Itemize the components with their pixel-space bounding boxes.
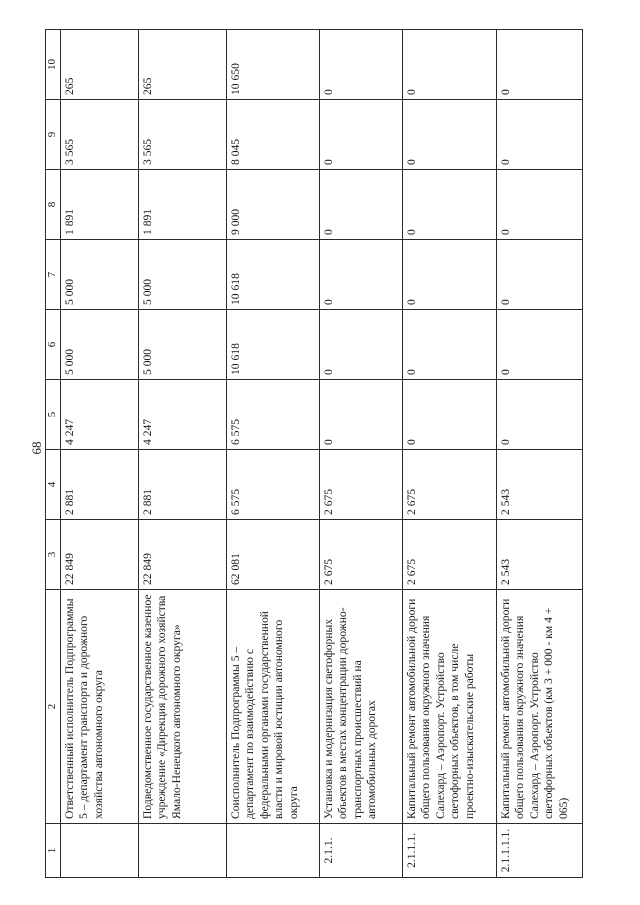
table-row — [497, 30, 583, 878]
column-header: 4 — [46, 450, 61, 520]
table-row — [139, 30, 227, 878]
cell-value: 0 — [320, 30, 403, 100]
cell-value: 0 — [403, 30, 497, 100]
cell-value: 5 000 — [139, 310, 227, 380]
row-index: 2.1.1.1. — [403, 824, 497, 878]
cell-value: 0 — [497, 30, 583, 100]
table-row — [320, 30, 403, 878]
row-index — [227, 824, 320, 878]
page-number: 68 — [29, 441, 44, 455]
cell-value: 0 — [497, 240, 583, 310]
cell-value: 0 — [320, 170, 403, 240]
cell-value: 0 — [497, 100, 583, 170]
cell-value: 0 — [320, 310, 403, 380]
row-name: Капитальный ремонт автомобильной дороги общего пользования окружного значения Салехард – Аэропорт. Устройство светофорных объектов, в том числе проектно-изыскательские работы — [403, 590, 497, 824]
column-header: 2 — [46, 590, 61, 824]
cell-value: 10 618 — [227, 310, 320, 380]
row-index: 2.1.1.1.1. — [497, 824, 583, 878]
header-row — [46, 30, 61, 878]
cell-value: 2 675 — [320, 520, 403, 590]
cell-value: 0 — [320, 380, 403, 450]
row-index — [139, 824, 227, 878]
cell-value: 3 565 — [139, 100, 227, 170]
cell-value: 2 543 — [497, 450, 583, 520]
column-header: 1 — [46, 824, 61, 878]
cell-value: 5 000 — [61, 310, 139, 380]
cell-value: 265 — [139, 30, 227, 100]
cell-value: 62 081 — [227, 520, 320, 590]
rotated-table-container — [45, 30, 583, 878]
row-index — [61, 824, 139, 878]
cell-value: 6 575 — [227, 450, 320, 520]
cell-value: 3 565 — [61, 100, 139, 170]
table-row — [61, 30, 139, 878]
cell-value: 0 — [403, 380, 497, 450]
cell-value: 0 — [497, 380, 583, 450]
cell-value: 1 891 — [139, 170, 227, 240]
row-name: Соисполнитель Подпрограммы 5 – департамент по взаимодействию с федеральными органами государственной власти и мировой юстиции автономного округа — [227, 590, 320, 824]
cell-value: 5 000 — [139, 240, 227, 310]
cell-value: 2 675 — [403, 450, 497, 520]
cell-value: 10 650 — [227, 30, 320, 100]
column-header: 7 — [46, 240, 61, 310]
cell-value: 22 849 — [139, 520, 227, 590]
cell-value: 0 — [497, 310, 583, 380]
cell-value: 2 881 — [61, 450, 139, 520]
column-header: 10 — [46, 30, 61, 100]
table-row — [227, 30, 320, 878]
cell-value: 9 000 — [227, 170, 320, 240]
row-name: Установка и модернизация светофорных объектов в местах концентрации дорожно-транспортных происшествий на автомобильных дорогах — [320, 590, 403, 824]
cell-value: 6 575 — [227, 380, 320, 450]
column-header: 6 — [46, 310, 61, 380]
cell-value: 0 — [403, 310, 497, 380]
cell-value: 4 247 — [61, 380, 139, 450]
row-name: Подведомственное государственное казенное учреждение «Дирекция дорожного хозяйства Ямало-Ненецкого автономного округа» — [139, 590, 227, 824]
cell-value: 0 — [403, 170, 497, 240]
cell-value: 265 — [61, 30, 139, 100]
cell-value: 10 618 — [227, 240, 320, 310]
cell-value: 2 675 — [403, 520, 497, 590]
table-row — [403, 30, 497, 878]
column-header: 9 — [46, 100, 61, 170]
column-header: 3 — [46, 520, 61, 590]
cell-value: 2 881 — [139, 450, 227, 520]
cell-value: 22 849 — [61, 520, 139, 590]
cell-value: 0 — [403, 240, 497, 310]
cell-value: 4 247 — [139, 380, 227, 450]
cell-value: 5 000 — [61, 240, 139, 310]
budget-table — [45, 29, 583, 878]
cell-value: 2 543 — [497, 520, 583, 590]
cell-value: 0 — [497, 170, 583, 240]
cell-value: 1 891 — [61, 170, 139, 240]
cell-value: 0 — [403, 100, 497, 170]
column-header: 5 — [46, 380, 61, 450]
column-header: 8 — [46, 170, 61, 240]
cell-value: 2 675 — [320, 450, 403, 520]
row-name: Капитальный ремонт автомобильной дороги общего пользования окружного значения Салехард – Аэропорт. Устройство светофорных объектов (км 3 + 000 - км 4 + 065) — [497, 590, 583, 824]
cell-value: 0 — [320, 100, 403, 170]
cell-value: 0 — [320, 240, 403, 310]
cell-value: 8 045 — [227, 100, 320, 170]
row-name: Ответственный исполнитель Подпрограммы 5 – департамент транспорта и дорожного хозяйства автономного округа — [61, 590, 139, 824]
row-index: 2.1.1. — [320, 824, 403, 878]
